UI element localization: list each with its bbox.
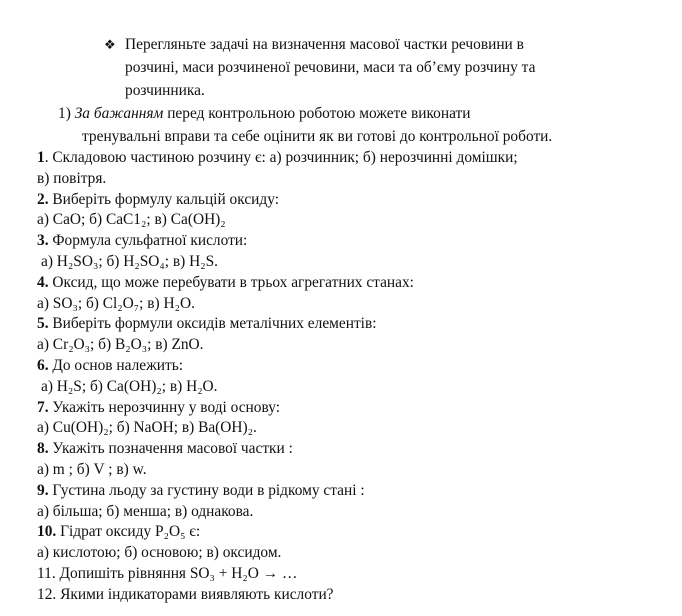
question-11: 11. Допишіть рівняння SO₃ + H₂O → … <box>37 564 298 582</box>
question-9-answer: а) більша; б) менша; в) однакова. <box>37 502 254 520</box>
question-1 <box>37 148 657 169</box>
questions-list <box>37 148 657 606</box>
question-5-answer: а) Cr₂O₃; б) B₂O₃; в) ZnO. <box>37 336 204 354</box>
task-1-line-2: тренувальні вправи та себе оцінити як ви готові до контрольної роботи. <box>82 128 553 145</box>
question-6-number: 6. <box>37 356 49 374</box>
question-1-answer: в) повітря. <box>37 169 107 187</box>
question-7 <box>37 398 657 419</box>
question-4 <box>37 273 657 294</box>
question-4-number: 4. <box>37 273 49 291</box>
question-5 <box>37 314 657 335</box>
question-9 <box>37 481 657 502</box>
question-12: 12. Якими індикаторами виявляють кислоти? <box>37 585 334 603</box>
question-7-number: 7. <box>37 398 49 416</box>
question-6 <box>37 356 657 377</box>
question-9-text: Густина льоду за густину води в рідкому стані : <box>48 481 365 499</box>
question-3 <box>37 231 657 252</box>
question-7-answer: а) Cu(OH)₂; б) NaOH; в) Ba(OH)₂. <box>37 419 257 437</box>
question-8-text: Укажіть позначення масової частки : <box>48 440 293 458</box>
intro-line-1: Перегляньте задачі на визначення масової частки речовини в <box>125 36 524 53</box>
task-1-line-1 <box>58 102 552 125</box>
question-3-number: 3. <box>37 232 49 250</box>
question-6-text: До основ належить: <box>48 356 183 374</box>
question-4-answer: а) SO₃; б) Cl₂O₇; в) H₂O. <box>37 294 195 312</box>
task-1-number: 1) <box>58 105 71 122</box>
question-5-text: Виберіть формули оксидів металічних елементів: <box>48 315 377 333</box>
question-1-text: . Складовою частиною розчину є: а) розчинник; б) нерозчинні домішки; <box>44 149 518 166</box>
question-2 <box>37 190 657 211</box>
diamond-bullet-icon: ❖ <box>104 37 116 52</box>
question-8 <box>37 439 657 460</box>
task-1-line-1-rest: перед контрольною роботою можете виконати <box>163 105 471 122</box>
question-10-number: 10. <box>37 523 57 541</box>
intro-block <box>104 33 624 102</box>
question-3-text: Формула сульфатної кислоти: <box>48 232 248 250</box>
question-2-answer: а) CaO; б) CaC1₂; в) Ca(OH)₂ <box>37 211 226 229</box>
question-2-number: 2. <box>37 190 49 208</box>
question-4-text: Оксид, що може перебувати в трьох агрегатних станах: <box>48 273 414 291</box>
question-5-number: 5. <box>37 315 49 333</box>
question-10 <box>37 522 657 543</box>
intro-line-3: розчинника. <box>125 82 205 99</box>
question-2-text: Виберіть формулу кальцій оксиду: <box>48 190 279 208</box>
question-7-text: Укажіть нерозчинну у воді основу: <box>48 398 280 416</box>
question-10-text: Гідрат оксиду P₂O₅ є: <box>56 523 201 541</box>
question-9-number: 9. <box>37 481 49 499</box>
question-6-answer: а) H₂S; б) Ca(OH)₂; в) H₂O. <box>41 377 218 395</box>
question-8-number: 8. <box>37 440 49 458</box>
question-3-answer: а) H₂SO₃; б) H₂SO₄; в) H₂S. <box>41 252 219 270</box>
task-1-emphasis: За бажанням <box>74 105 164 122</box>
question-10-answer: а) кислотою; б) основою; в) оксидом. <box>37 544 282 562</box>
question-8-answer: а) m ; б) V ; в) w. <box>37 460 147 478</box>
question-1-number: 1 <box>37 149 45 166</box>
intro-line-2: розчині, маси розчиненої речовини, маси та об’єму розчину та <box>125 59 536 76</box>
task-1-block <box>58 102 552 148</box>
